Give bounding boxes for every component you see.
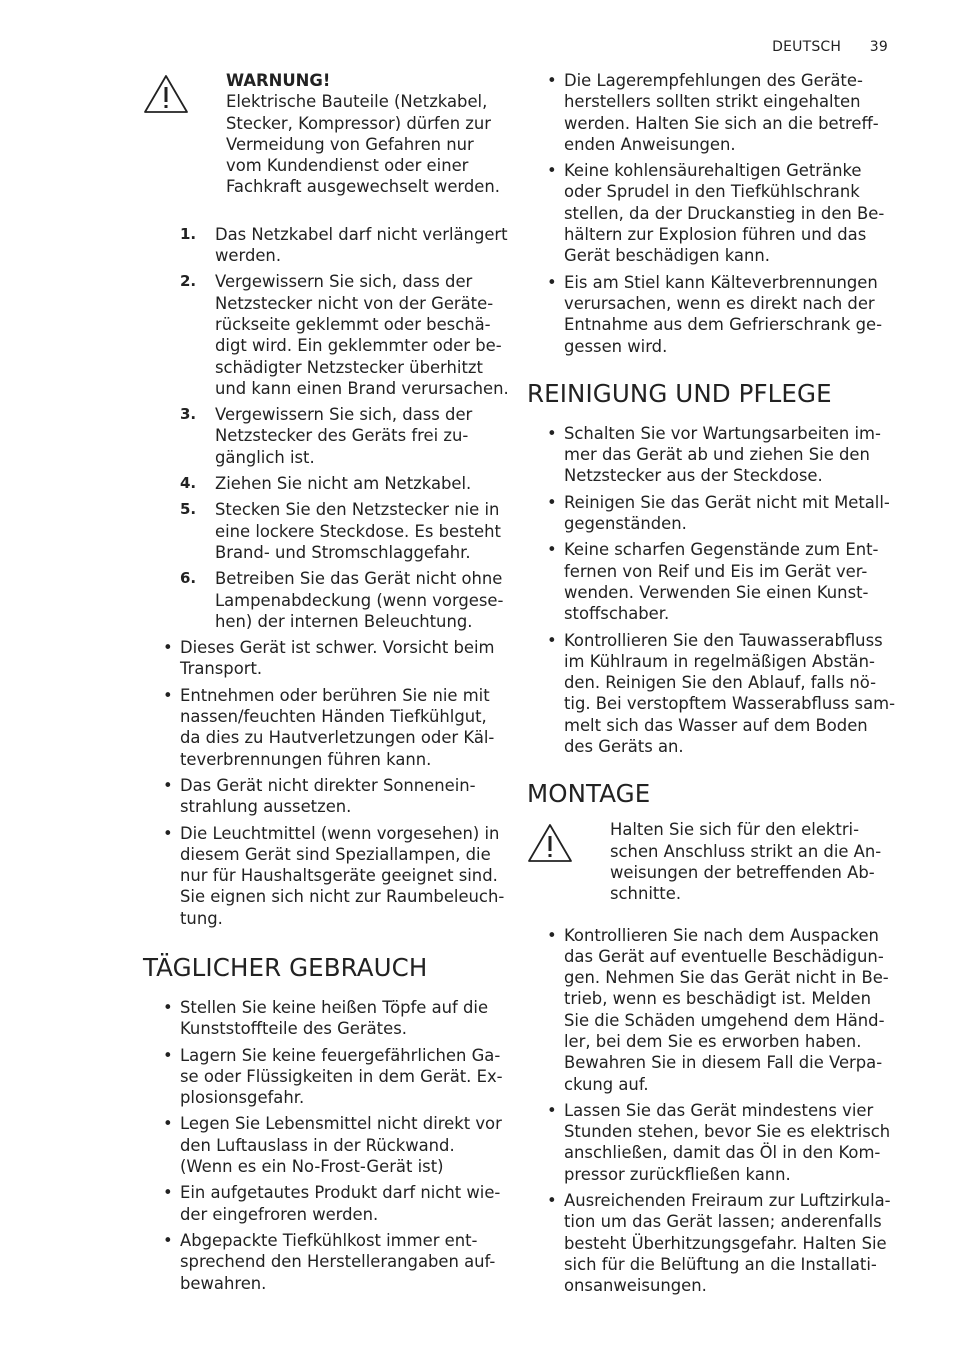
list-item [143,1113,513,1177]
safety-bullet-list [143,637,513,929]
item-line: rückseite geklemmt oder beschä- [215,314,491,334]
item-line: Entnahme aus dem Gefrierschrank ge- [564,315,882,335]
item-line: • Eis am Stiel kann Kälteverbrennungen [564,272,878,292]
numbered-item [143,224,513,267]
item-line: Gerät beschädigen kann. [564,246,770,266]
item-number: 2. [180,272,197,291]
item-line: stellen, da der Druckanstieg in den Be- [564,203,885,223]
item-line: tung. [180,908,223,928]
item-line: Ziehen Sie nicht am Netzkabel. [215,474,472,494]
montage-bullet-list [527,925,897,1297]
item-line: • Lassen Sie das Gerät mindestens vier [564,1100,874,1120]
item-line: Transport. [180,659,263,679]
cleaning-bullet-list [527,423,897,757]
item-line: stoffschaber. [564,604,670,624]
item-line: Netzstecker nicht von der Geräte- [215,293,494,313]
warning-line: Elektrische Bauteile (Netzkabel, [226,92,488,112]
item-line: • Kontrollieren Sie nach dem Auspacken [564,925,879,945]
item-line: teverbrennungen führen kann. [180,749,432,769]
item-line: trieb, wenn es beschädigt ist. Melden [564,989,872,1009]
item-line: • Ein aufgetautes Produkt darf nicht wie- [180,1183,501,1203]
item-line: • Keine scharfen Gegenstände zum Ent- [564,540,879,560]
header-language: DEUTSCH [772,39,842,55]
item-line: Stunden stehen, bevor Sie es elektrisch [564,1122,891,1142]
list-item [143,1045,513,1109]
list-item [143,823,513,929]
list-item [527,925,897,1095]
item-line: onsanweisungen. [564,1276,707,1296]
item-line: sich für die Belüftung an die Installati- [564,1254,877,1274]
item-line: diesem Gerät sind Speziallampen, die [180,844,491,864]
item-number: 6. [180,569,197,588]
item-line: se oder Flüssigkeiten in dem Gerät. Ex- [180,1066,503,1086]
list-item [143,1230,513,1294]
item-line: ckung auf. [564,1074,649,1094]
item-line: • Kontrollieren Sie den Tauwasserabfluss [564,630,883,650]
item-line: • Entnehmen oder berühren Sie nie mit [180,685,490,705]
item-line: • Keine kohlensäurehaltigen Getränke [564,161,862,181]
item-line: Sie die Schäden umgehend dem Händ- [564,1010,885,1030]
item-line: des Geräts an. [564,737,684,757]
warning-triangle-icon [143,74,189,114]
item-line: nur für Haushaltsgeräte geeignet sind. [180,866,498,886]
item-line: gänglich ist. [215,447,315,467]
warning-block [143,70,513,198]
list-item [527,160,897,266]
list-item [527,630,897,758]
montage-warning-block [527,819,897,904]
warning-triangle-icon [527,823,573,863]
left-column [143,70,513,1299]
warning-line: Vermeidung von Gefahren nur [226,134,474,154]
item-number: 3. [180,405,197,424]
item-line: mer das Gerät ab und ziehen Sie den [564,445,870,465]
item-line: tion um das Gerät lassen; anderenfalls [564,1212,882,1232]
numbered-item [143,404,513,468]
item-line: wenden. Verwenden Sie einen Kunst- [564,582,869,602]
item-line: gessen wird. [564,336,668,356]
warning-line: schen Anschluss strikt an die An- [610,841,882,861]
item-line: • Die Lagerempfehlungen des Geräte- [564,71,863,90]
item-line: tig. Bei verstopftem Wasserabfluss sam- [564,694,896,714]
montage-warning-text [527,819,897,904]
list-item [527,1190,897,1296]
warning-line: weisungen der betreffenden Ab- [610,862,875,882]
list-item [527,492,897,535]
item-line: • Lagern Sie keine feuergefährlichen Ga- [180,1045,501,1065]
item-line: melt sich das Wasser auf dem Boden [564,715,868,735]
item-number: 1. [180,224,197,243]
warning-line: Halten Sie sich für den elektri- [610,820,860,840]
numbered-list [143,224,513,632]
item-line: das Gerät auf eventuelle Beschädigun- [564,946,884,966]
item-line: gegenständen. [564,514,687,534]
item-line: Bewahren Sie in diesem Fall die Verpa- [564,1053,883,1073]
item-line: digt wird. Ein geklemmter oder be- [215,336,502,356]
list-item [143,1182,513,1225]
list-item [143,775,513,818]
item-line: den. Reinigen Sie den Ablauf, falls nö- [564,673,877,693]
item-line: Das Netzkabel darf nicht verlängert [215,224,508,244]
list-item [527,70,897,155]
list-item [527,423,897,487]
warning-line: Stecker, Kompressor) dürfen zur [226,113,492,133]
item-line: hen) der internen Beleuchtung. [215,611,473,631]
item-line: • Abgepackte Tiefkühlkost immer ent- [180,1230,478,1250]
item-line: werden. [215,246,282,266]
item-line: enden Anweisungen. [564,134,736,154]
item-line: plosionsgefahr. [180,1088,305,1108]
item-line: • Stellen Sie keine heißen Töpfe auf die [180,997,489,1017]
item-line: verursachen, wenn es direkt nach der [564,293,875,313]
item-line: fernen von Reif und Eis im Gerät ver- [564,561,868,581]
item-line: Betreiben Sie das Gerät nicht ohne [215,569,503,589]
item-line: sprechend den Herstellerangaben auf- [180,1252,496,1272]
section-heading-cleaning: REINIGUNG UND PFLEGE [527,378,832,408]
item-line: Kunststoffteile des Gerätes. [180,1019,407,1039]
item-line: nassen/feuchten Händen Tiefkühlgut, [180,707,487,727]
warning-title: WARNUNG! [226,71,331,90]
list-item [527,1100,897,1185]
item-line: • Ausreichenden Freiraum zur Luftzirkula- [564,1191,891,1211]
item-line: gen. Nehmen Sie das Gerät nicht in Be- [564,968,889,988]
numbered-item [143,271,513,399]
item-line: • Die Leuchtmittel (wenn vorgesehen) in [180,823,500,843]
item-line: • Dieses Gerät ist schwer. Vorsicht beim [180,638,495,658]
item-line: herstellers sollten strikt eingehalten [564,92,861,112]
list-item [527,539,897,624]
item-line: eine lockere Steckdose. Es besteht [215,521,501,541]
item-line: strahlung aussetzen. [180,797,352,817]
item-line: • Das Gerät nicht direkter Sonnenein- [180,775,476,795]
warning-line: Fachkraft ausgewechselt werden. [226,177,500,197]
list-item [143,685,513,770]
numbered-item [143,473,513,494]
list-item [143,997,513,1040]
item-line: Vergewissern Sie sich, dass der [215,272,473,292]
section-heading-montage: MONTAGE [527,779,651,809]
item-line: Lampenabdeckung (wenn vorgese- [215,590,504,610]
numbered-item [143,568,513,632]
item-line: (Wenn es ein No-Frost-Gerät ist) [180,1157,444,1177]
list-item [527,272,897,357]
item-line: • Legen Sie Lebensmittel nicht direkt vor [180,1114,502,1134]
warning-line: schnitte. [610,884,682,904]
item-line: Netzstecker des Geräts frei zu- [215,426,469,446]
section-heading-daily-use: TÄGLICHER GEBRAUCH [143,952,428,982]
item-line: bewahren. [180,1273,267,1293]
list-item [143,637,513,680]
item-line: anschließen, damit das Öl in den Kom- [564,1143,881,1163]
item-line: der eingefroren werden. [180,1204,379,1224]
right-column [527,70,897,1302]
item-line: schädigter Netzstecker überhitzt [215,357,483,377]
item-number: 5. [180,500,197,519]
item-number: 4. [180,474,197,493]
item-line: Brand- und Stromschlaggefahr. [215,542,471,562]
item-line: Sie eignen sich nicht zur Raumbeleuch- [180,887,505,907]
warning-line: vom Kundendienst oder einer [226,156,469,176]
item-line: und kann einen Brand verursachen. [215,378,509,398]
item-line: im Kühlraum in regelmäßigen Abstän- [564,651,875,671]
warning-text [143,70,513,198]
item-line: den Luftauslass in der Rückwand. [180,1135,455,1155]
item-line: • Reinigen Sie das Gerät nicht mit Metall- [564,492,890,512]
daily-use-bullet-list [143,997,513,1294]
item-line: Vergewissern Sie sich, dass der [215,405,473,425]
page-number: 39 [869,39,888,55]
item-line: oder Sprudel in den Tiefkühlschrank [564,182,860,202]
item-line: werden. Halten Sie sich an die betreff- [564,113,879,133]
item-line: Stecken Sie den Netzstecker nie in [215,500,500,520]
item-line: da dies zu Hautverletzungen oder Käl- [180,728,495,748]
item-line: ler, bei dem Sie es erworben haben. [564,1031,862,1051]
item-line: Netzstecker aus der Steckdose. [564,466,823,486]
item-line: hältern zur Explosion führen und das [564,225,867,245]
item-line: pressor zurückfließen kann. [564,1164,791,1184]
storage-bullet-list [527,70,897,357]
numbered-item [143,499,513,563]
page-header [772,39,888,55]
item-line: besteht Überhitzungsgefahr. Halten Sie [564,1233,887,1253]
item-line: • Schalten Sie vor Wartungsarbeiten im- [564,423,881,443]
